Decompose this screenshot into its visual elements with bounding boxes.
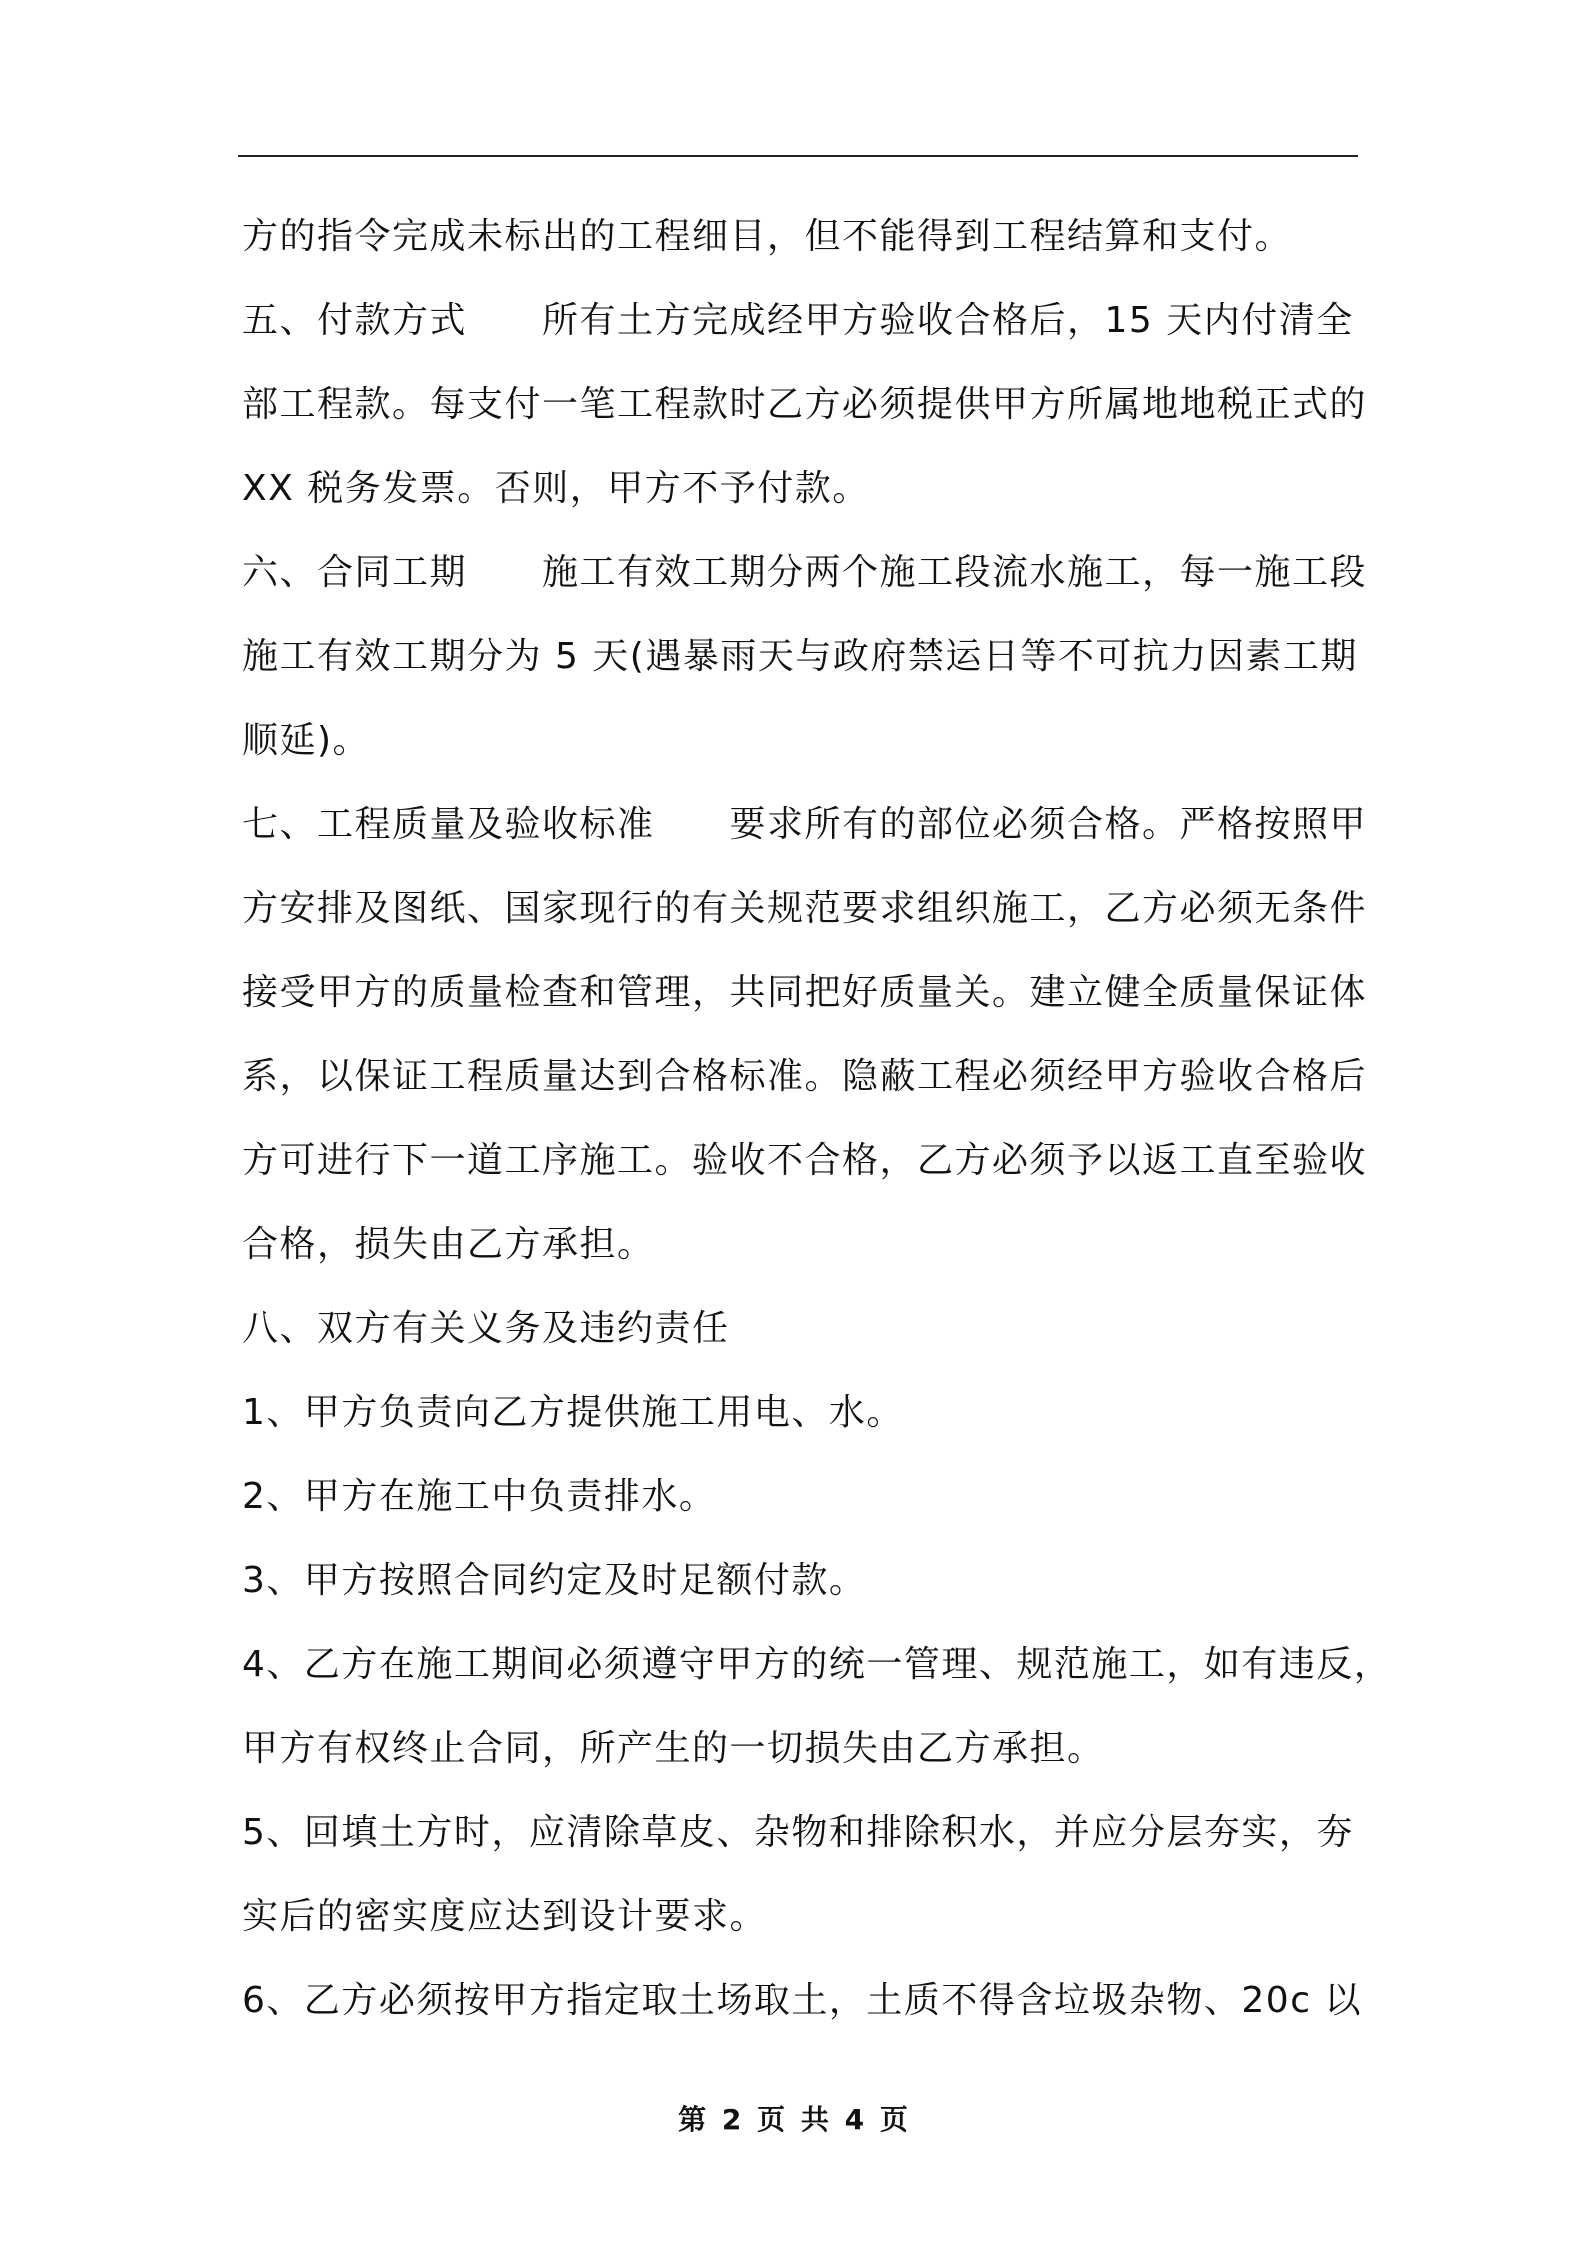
text-line: 方的指令完成未标出的工程细目，但不能得到工程结算和支付。 bbox=[242, 216, 1293, 257]
text-line: 1、甲方负责向乙方提供施工用电、水。 bbox=[242, 1392, 904, 1433]
text-line: 施工有效工期分为 5 天(遇暴雨天与政府禁运日等不可抗力因素工期 bbox=[242, 636, 1358, 677]
text-line: 顺延)。 bbox=[242, 720, 371, 761]
text-line: 八、双方有关义务及违约责任 bbox=[242, 1308, 730, 1349]
text-line: 方可进行下一道工序施工。验收不合格，乙方必须予以返工直至验收 bbox=[242, 1140, 1368, 1181]
text-line: XX 税务发票。否则，甲方不予付款。 bbox=[242, 468, 870, 509]
page-number: 第 2 页 共 4 页 bbox=[678, 2103, 908, 2136]
text-line: 3、甲方按照合同约定及时足额付款。 bbox=[242, 1560, 867, 1601]
header-rule bbox=[238, 155, 1358, 157]
text-line: 七、工程质量及验收标准 要求所有的部位必须合格。严格按照甲 bbox=[242, 804, 1368, 845]
text-line: 合格，损失由乙方承担。 bbox=[242, 1224, 655, 1265]
text-line: 甲方有权终止合同，所产生的一切损失由乙方承担。 bbox=[242, 1728, 1105, 1769]
document-body bbox=[242, 195, 1392, 2043]
text-line: 实后的密实度应达到设计要求。 bbox=[242, 1896, 768, 1937]
text-line: 接受甲方的质量检查和管理，共同把好质量关。建立健全质量保证体 bbox=[242, 972, 1368, 1013]
text-line: 五、付款方式 所有土方完成经甲方验收合格后，15 天内付清全 bbox=[242, 300, 1354, 341]
text-line: 5、回填土方时，应清除草皮、杂物和排除积水，并应分层夯实，夯 bbox=[242, 1812, 1354, 1853]
text-line: 方安排及图纸、国家现行的有关规范要求组织施工，乙方必须无条件 bbox=[242, 888, 1368, 929]
text-line: 系，以保证工程质量达到合格标准。隐蔽工程必须经甲方验收合格后 bbox=[242, 1056, 1368, 1097]
text-line: 六、合同工期 施工有效工期分两个施工段流水施工，每一施工段 bbox=[242, 552, 1368, 593]
text-line: 部工程款。每支付一笔工程款时乙方必须提供甲方所属地地税正式的 bbox=[242, 384, 1368, 425]
text-line: 4、乙方在施工期间必须遵守甲方的统一管理、规范施工，如有违反， bbox=[242, 1644, 1392, 1685]
text-line: 2、甲方在施工中负责排水。 bbox=[242, 1476, 717, 1517]
text-line: 6、乙方必须按甲方指定取土场取土，土质不得含垃圾杂物、20c 以 bbox=[242, 1980, 1362, 2021]
